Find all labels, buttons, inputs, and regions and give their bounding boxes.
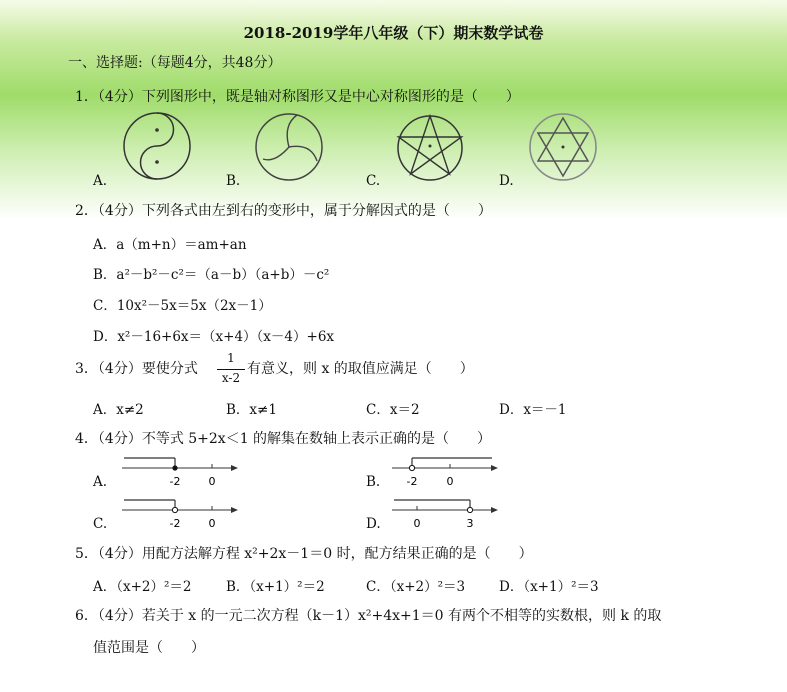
q4-option-c: C. <box>93 516 108 532</box>
number-line-c <box>120 494 240 534</box>
tick-label: -2 <box>169 517 181 530</box>
swirl-circle-icon <box>253 111 325 183</box>
page-title: 2018-2019学年八年级（下）期末数学试卷 <box>243 24 544 42</box>
fraction-denominator: x-2 <box>221 371 241 385</box>
number-line-a <box>120 452 240 492</box>
q3-option-d: D．x＝－1 <box>499 402 567 418</box>
question-3-stem-end: 有意义，则 x 的取值应满足（ ） <box>247 361 474 377</box>
q5-option-a: A．（x+2）²＝2 <box>93 579 192 595</box>
q1-option-a: A. <box>93 173 108 189</box>
question-6-stem-line2: 值范围是（ ） <box>93 640 205 656</box>
q1-option-b: B. <box>226 173 241 189</box>
q4-option-b: B. <box>366 474 381 490</box>
tick-label: -2 <box>406 475 418 488</box>
tick-label: 0 <box>208 517 216 530</box>
number-line-b <box>390 452 502 492</box>
question-3-stem-start: 3．（4分）要使分式 <box>75 361 198 377</box>
q2-option-d: D．x²－16+6x＝（x+4）（x－4）+6x <box>93 329 335 345</box>
q5-option-c: C．（x+2）²＝3 <box>366 579 466 595</box>
question-1-stem: 1．（4分）下列图形中，既是轴对称图形又是中心对称图形的是（ ） <box>75 89 520 105</box>
q4-option-a: A. <box>93 474 108 490</box>
tick-label: 3 <box>466 517 474 530</box>
q2-option-a: A．a（m+n）＝am+an <box>93 237 247 253</box>
tick-label: 0 <box>446 475 454 488</box>
q3-option-c: C．x＝2 <box>366 402 420 418</box>
q1-option-c: C. <box>366 173 381 189</box>
question-5-stem: 5．（4分）用配方法解方程 x²+2x－1＝0 时，配方结果正确的是（ ） <box>75 546 533 562</box>
q3-option-a: A．x≠2 <box>93 402 144 418</box>
q5-option-b: B．（x+1）²＝2 <box>226 579 325 595</box>
q5-option-d: D．（x+1）²＝3 <box>499 579 599 595</box>
q4-option-d: D. <box>366 516 381 532</box>
section-heading: 一、选择题:（每题4分，共48分） <box>68 55 282 71</box>
number-line-d <box>390 494 502 534</box>
star-in-circle-icon <box>394 110 466 182</box>
tick-label: 0 <box>413 517 421 530</box>
fraction-numerator: 1 <box>227 351 235 365</box>
question-4-stem: 4．（4分）不等式 5+2x＜1 的解集在数轴上表示正确的是（ ） <box>75 431 492 447</box>
question-2-stem: 2．（4分）下列各式由左到右的变形中，属于分解因式的是（ ） <box>75 203 492 219</box>
question-6-stem-line1: 6．（4分）若关于 x 的一元二次方程（k－1）x²+4x+1＝0 有两个不相等的实数根，则 k 的取 <box>75 608 662 624</box>
tick-label: -2 <box>169 475 181 488</box>
taiji-icon <box>121 110 193 182</box>
q1-option-d: D. <box>499 173 514 189</box>
q2-option-c: C．10x²－5x＝5x（2x－1） <box>93 298 272 314</box>
tick-label: 0 <box>208 475 216 488</box>
q2-option-b: B．a²－b²－c²＝（a－b）（a+b）－c² <box>93 267 330 283</box>
hexagram-in-circle-icon <box>527 110 599 182</box>
q3-option-b: B．x≠1 <box>226 402 277 418</box>
fraction-bar <box>217 369 245 370</box>
